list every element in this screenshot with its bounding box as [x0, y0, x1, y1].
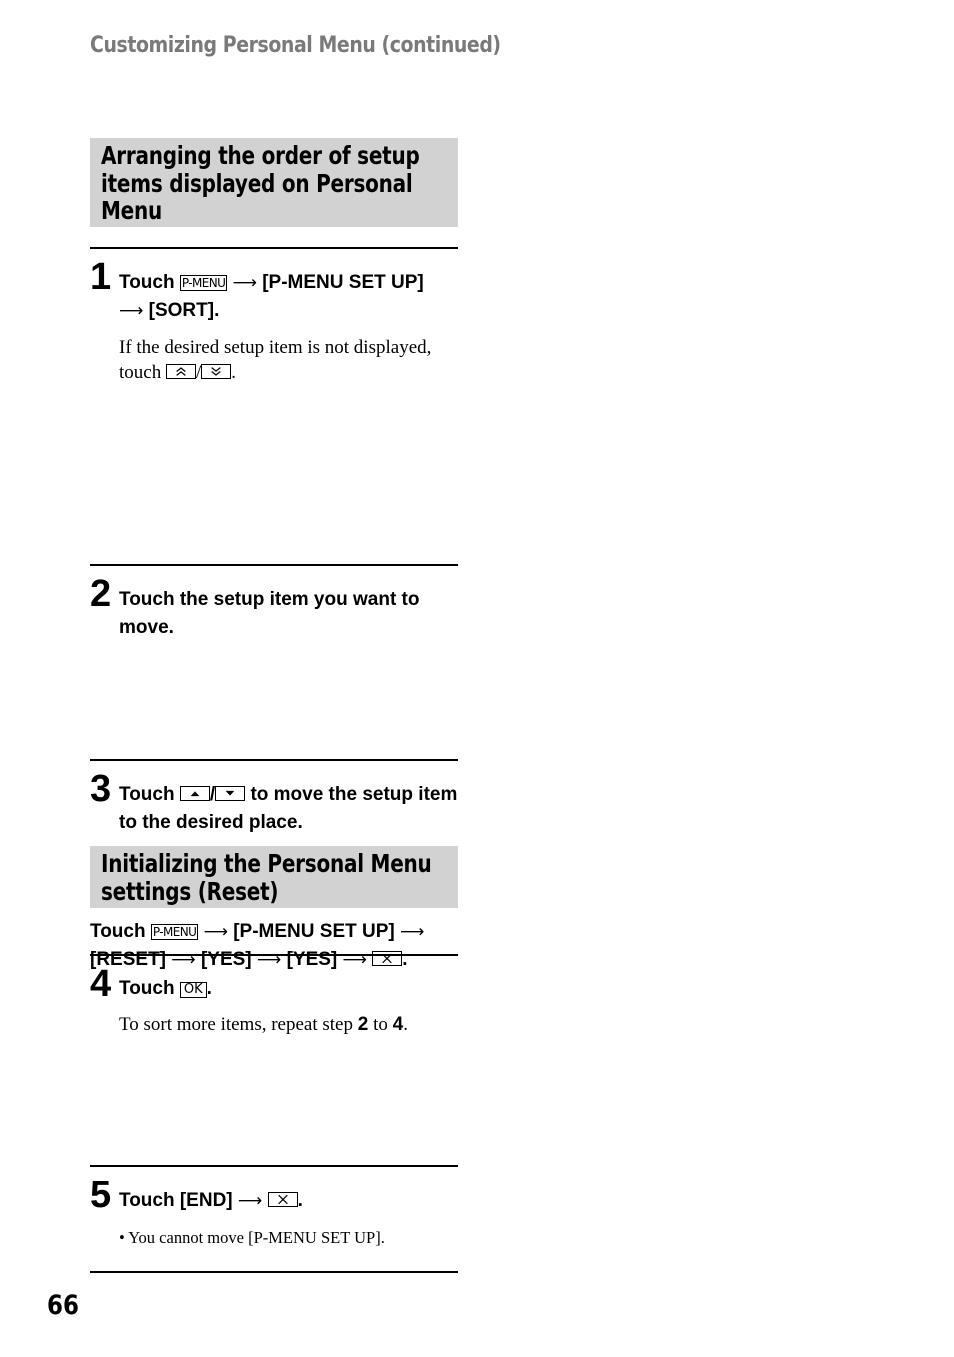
section1	[90, 138, 458, 227]
separator: /	[209, 784, 216, 805]
touch-label: Touch	[119, 784, 175, 805]
step-body	[119, 761, 458, 837]
arrow-icon: ⟶	[119, 301, 144, 321]
step-note	[119, 1012, 458, 1037]
p-menu-button[interactable]: P-MENU	[181, 276, 226, 290]
close-x-icon[interactable]	[268, 1192, 298, 1207]
step-body	[119, 566, 458, 642]
arrow-icon: ⟶	[400, 922, 425, 942]
section-heading-box	[90, 138, 458, 227]
note-text: If the desired setup item is not displayed, touch	[119, 337, 432, 383]
instruction-end: .	[297, 1190, 303, 1211]
arrow-icon: ⟶	[342, 950, 367, 970]
step-number: 3	[90, 768, 112, 810]
note-end: .	[403, 1014, 408, 1035]
close-x-icon[interactable]	[372, 951, 402, 966]
step-instruction	[119, 269, 458, 325]
note-text: to	[373, 1014, 388, 1035]
arrow-icon: ⟶	[232, 273, 257, 293]
touch-label: Touch	[90, 921, 146, 942]
arrow-icon: ⟶	[237, 1191, 263, 1211]
bullet-mark: •	[119, 1228, 125, 1247]
step-5	[90, 1165, 458, 1273]
instruction-end: .	[402, 949, 408, 970]
section-title: Arranging the order of setup items displayed on Personal Menu	[101, 141, 420, 225]
menu-path-item: [YES]	[200, 949, 252, 970]
menu-path-item: [SORT].	[148, 300, 220, 321]
section2	[90, 846, 458, 908]
step-1	[90, 247, 458, 406]
note-text: To sort more items, repeat step	[119, 1014, 353, 1035]
arrow-icon: ⟶	[171, 950, 196, 970]
separator: /	[195, 362, 202, 383]
arrow-icon: ⟶	[203, 922, 228, 942]
menu-path-item: [RESET]	[90, 949, 166, 970]
step-instruction	[119, 1187, 458, 1215]
ok-button[interactable]: OK	[180, 982, 207, 998]
double-down-arrow-icon[interactable]	[201, 364, 231, 379]
step-instruction	[119, 975, 458, 1003]
step-body	[119, 1167, 458, 1249]
touch-label: Touch	[119, 978, 175, 999]
double-up-arrow-icon[interactable]	[166, 364, 196, 379]
page-header: Customizing Personal Menu (continued)	[90, 33, 501, 58]
step-number: 5	[90, 1174, 112, 1216]
menu-path-item: [P-MENU SET UP]	[233, 921, 395, 942]
touch-end-label: Touch [END]	[119, 1190, 233, 1211]
section-heading-box	[90, 846, 458, 908]
step-instruction	[119, 781, 458, 837]
section-title: Initializing the Personal Menu settings (Reset)	[101, 849, 432, 906]
step-instruction-rest: to move the setup item to the desired place.	[119, 784, 458, 833]
menu-path-item: [P-MENU SET UP]	[262, 272, 424, 293]
down-triangle-icon[interactable]	[215, 786, 245, 801]
bullet-text: You cannot move [P-MENU SET UP].	[128, 1228, 385, 1247]
step-body	[119, 249, 458, 385]
step-number: 4	[90, 963, 112, 1005]
touch-label: Touch	[119, 272, 175, 293]
page-number: 66	[47, 1290, 79, 1321]
step-number: 1	[90, 256, 112, 298]
p-menu-button[interactable]: P-MENU	[152, 925, 197, 939]
menu-path-item: [YES]	[286, 949, 338, 970]
bullet-note	[119, 1227, 458, 1249]
up-triangle-icon[interactable]	[180, 786, 210, 801]
note-end: .	[231, 362, 236, 383]
reset-instruction	[90, 918, 470, 974]
step-instruction: Touch the setup item you want to move.	[119, 589, 420, 638]
step-3	[90, 759, 458, 857]
step-number: 2	[90, 573, 112, 615]
step-2	[90, 564, 458, 662]
arrow-icon: ⟶	[256, 950, 282, 970]
step-note	[119, 335, 458, 385]
note-step-ref: 4	[392, 1014, 404, 1035]
note-step-ref: 2	[357, 1014, 369, 1035]
instruction-end: .	[206, 978, 212, 999]
